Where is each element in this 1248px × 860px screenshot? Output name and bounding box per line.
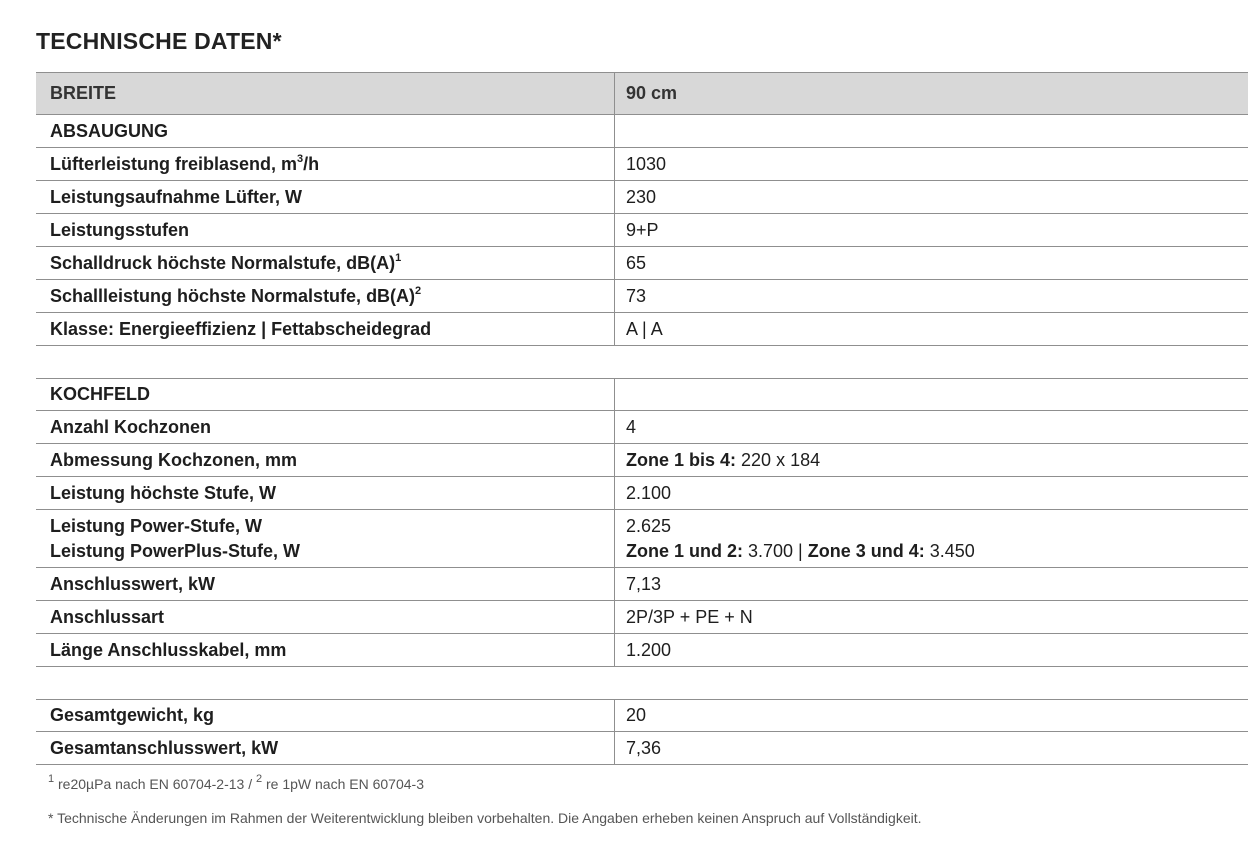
row-value: 20	[626, 705, 647, 725]
table-row	[36, 280, 1248, 313]
table-row	[36, 411, 1248, 444]
row-value: 7,36	[626, 737, 662, 758]
row-value: 65	[626, 252, 647, 273]
row-value: 9+P	[626, 219, 659, 240]
row-value: 73	[626, 285, 647, 306]
row-label: Klasse: Energieeffizienz | Fettabscheidegrad	[36, 313, 615, 345]
table-row	[36, 313, 1248, 346]
table-row	[36, 510, 1248, 568]
table-row	[36, 568, 1248, 601]
table-row	[36, 444, 1248, 477]
section-value	[615, 379, 1248, 410]
row-value: 1030	[626, 153, 667, 174]
row-label: Länge Anschlusskabel, mm	[36, 634, 615, 666]
row-label: Gesamtgewicht, kg	[36, 700, 615, 731]
header-value: 90 cm	[626, 83, 678, 103]
section-label: ABSAUGUNG	[36, 115, 615, 147]
row-label: Anschlussart	[36, 601, 615, 633]
section-value	[615, 115, 1248, 147]
row-label: Schallleistung höchste Normalstufe, $dB(A)^2$	[36, 280, 615, 312]
table-row	[36, 699, 1248, 732]
row-value: Zone 1 bis 4: 220 x 184	[626, 449, 821, 470]
footnote-references: $^1$ re20µPa nach EN 60704-2-13 / $^2$ re 1pW nach EN 60704-3	[48, 773, 424, 792]
row-label: Anzahl Kochzonen	[36, 411, 615, 443]
header-label: BREITE	[36, 73, 615, 114]
row-value: 1.200	[626, 639, 672, 660]
spec-table	[36, 72, 1248, 765]
section-gap	[36, 667, 1248, 699]
table-header-row	[36, 72, 1248, 115]
section-label: KOCHFELD	[36, 379, 615, 410]
table-row	[36, 148, 1248, 181]
row-label: Schalldruck höchste Normalstufe, $dB(A)^1$	[36, 247, 615, 279]
table-row	[36, 214, 1248, 247]
row-label: Abmessung Kochzonen, mm	[36, 444, 615, 476]
row-label: Lüfterleistung freiblasend, $m^3/h$	[36, 148, 615, 180]
table-row	[36, 601, 1248, 634]
page-title: TECHNISCHE DATEN*	[36, 28, 282, 54]
row-label: Leistung höchste Stufe, W	[36, 477, 615, 509]
row-label: Anschlusswert, kW	[36, 568, 615, 600]
table-row	[36, 634, 1248, 667]
table-row	[36, 732, 1248, 765]
row-label: Leistungsstufen	[36, 214, 615, 246]
row-value: 2.100	[626, 482, 672, 503]
row-value: 4	[626, 416, 637, 437]
row-label: Leistung Power-Stufe, W Leistung PowerPlus-Stufe, W	[36, 510, 615, 567]
row-value: 2.625 Zone 1 und 2: 3.700 | Zone 3 und 4: 3.450	[626, 515, 975, 561]
table-row	[36, 247, 1248, 280]
table-row	[36, 181, 1248, 214]
footnote-disclaimer: * Technische Änderungen im Rahmen der Weiterentwicklung bleiben vorbehalten. Die Angaben erheben keinen Anspruch auf Vollständigkeit.	[48, 810, 922, 826]
row-value: A | A	[626, 318, 663, 339]
table-row	[36, 477, 1248, 510]
row-value: 2P/3P + PE + N	[626, 606, 753, 627]
row-value: 230	[626, 186, 657, 207]
section-row-absaugung	[36, 115, 1248, 148]
row-value: 7,13	[626, 573, 662, 594]
row-label: Leistungsaufnahme Lüfter, W	[36, 181, 615, 213]
section-row-kochfeld	[36, 378, 1248, 411]
section-gap	[36, 346, 1248, 378]
row-label: Gesamtanschlusswert, kW	[36, 732, 615, 764]
